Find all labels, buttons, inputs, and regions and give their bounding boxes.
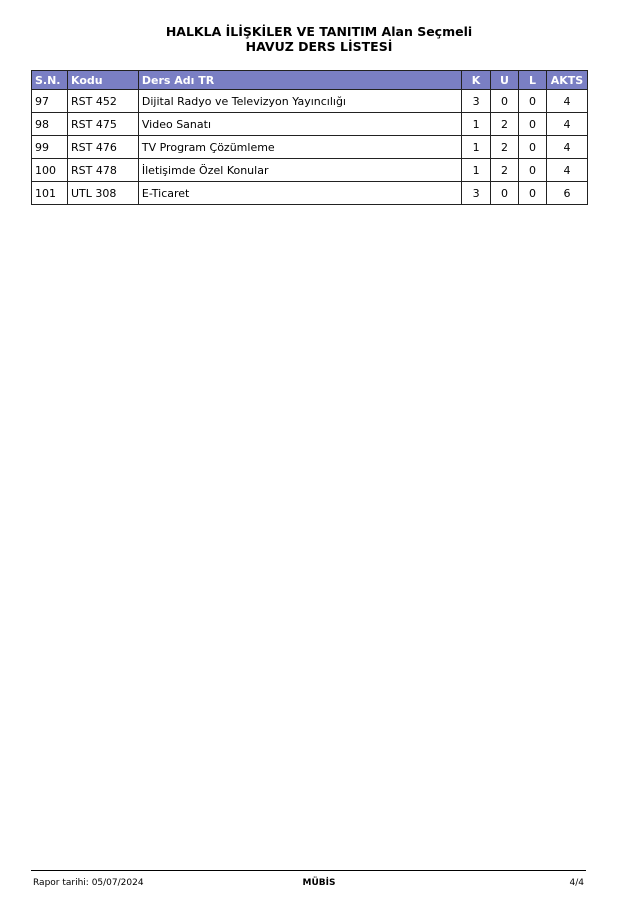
cell-k: 3 bbox=[462, 90, 491, 113]
col-header-sn: S.N. bbox=[32, 71, 68, 90]
cell-u: 2 bbox=[491, 136, 519, 159]
cell-name: Video Sanatı bbox=[138, 113, 461, 136]
cell-l: 0 bbox=[519, 182, 547, 205]
cell-sn: 100 bbox=[32, 159, 68, 182]
report-date: Rapor tarihi: 05/07/2024 bbox=[33, 878, 144, 888]
cell-k: 3 bbox=[462, 182, 491, 205]
page-number: 4/4 bbox=[569, 878, 584, 888]
cell-code: RST 475 bbox=[67, 113, 138, 136]
cell-name: İletişimde Özel Konular bbox=[138, 159, 461, 182]
cell-sn: 99 bbox=[32, 136, 68, 159]
table-row bbox=[32, 113, 588, 136]
cell-l: 0 bbox=[519, 113, 547, 136]
cell-code: UTL 308 bbox=[67, 182, 138, 205]
table-header-row bbox=[32, 71, 588, 90]
cell-sn: 97 bbox=[32, 90, 68, 113]
cell-sn: 101 bbox=[32, 182, 68, 205]
system-name: MÜBİS bbox=[302, 878, 336, 888]
table-row bbox=[32, 136, 588, 159]
cell-akts: 4 bbox=[546, 90, 587, 113]
course-table bbox=[31, 70, 588, 205]
cell-code: RST 478 bbox=[67, 159, 138, 182]
cell-akts: 4 bbox=[546, 136, 587, 159]
title-line-1: HALKLA İLİŞKİLER VE TANITIM Alan Seçmeli bbox=[165, 24, 473, 39]
document-title bbox=[0, 24, 638, 54]
cell-k: 1 bbox=[462, 113, 491, 136]
cell-k: 1 bbox=[462, 159, 491, 182]
cell-name: TV Program Çözümleme bbox=[138, 136, 461, 159]
cell-akts: 6 bbox=[546, 182, 587, 205]
table-row bbox=[32, 90, 588, 113]
table-row bbox=[32, 182, 588, 205]
cell-l: 0 bbox=[519, 90, 547, 113]
cell-u: 2 bbox=[491, 113, 519, 136]
cell-sn: 98 bbox=[32, 113, 68, 136]
cell-u: 0 bbox=[491, 90, 519, 113]
cell-akts: 4 bbox=[546, 113, 587, 136]
col-header-code: Kodu bbox=[67, 71, 138, 90]
col-header-name: Ders Adı TR bbox=[138, 71, 461, 90]
cell-l: 0 bbox=[519, 136, 547, 159]
col-header-l: L bbox=[519, 71, 547, 90]
table-row bbox=[32, 159, 588, 182]
cell-k: 1 bbox=[462, 136, 491, 159]
title-line-2: HAVUZ DERS LİSTESİ bbox=[245, 39, 393, 54]
cell-name: Dijital Radyo ve Televizyon Yayıncılığı bbox=[138, 90, 461, 113]
cell-code: RST 476 bbox=[67, 136, 138, 159]
cell-akts: 4 bbox=[546, 159, 587, 182]
cell-u: 2 bbox=[491, 159, 519, 182]
cell-name: E-Ticaret bbox=[138, 182, 461, 205]
col-header-u: U bbox=[491, 71, 519, 90]
cell-u: 0 bbox=[491, 182, 519, 205]
col-header-akts: AKTS bbox=[546, 71, 587, 90]
footer-divider bbox=[31, 870, 586, 871]
col-header-k: K bbox=[462, 71, 491, 90]
cell-l: 0 bbox=[519, 159, 547, 182]
cell-code: RST 452 bbox=[67, 90, 138, 113]
